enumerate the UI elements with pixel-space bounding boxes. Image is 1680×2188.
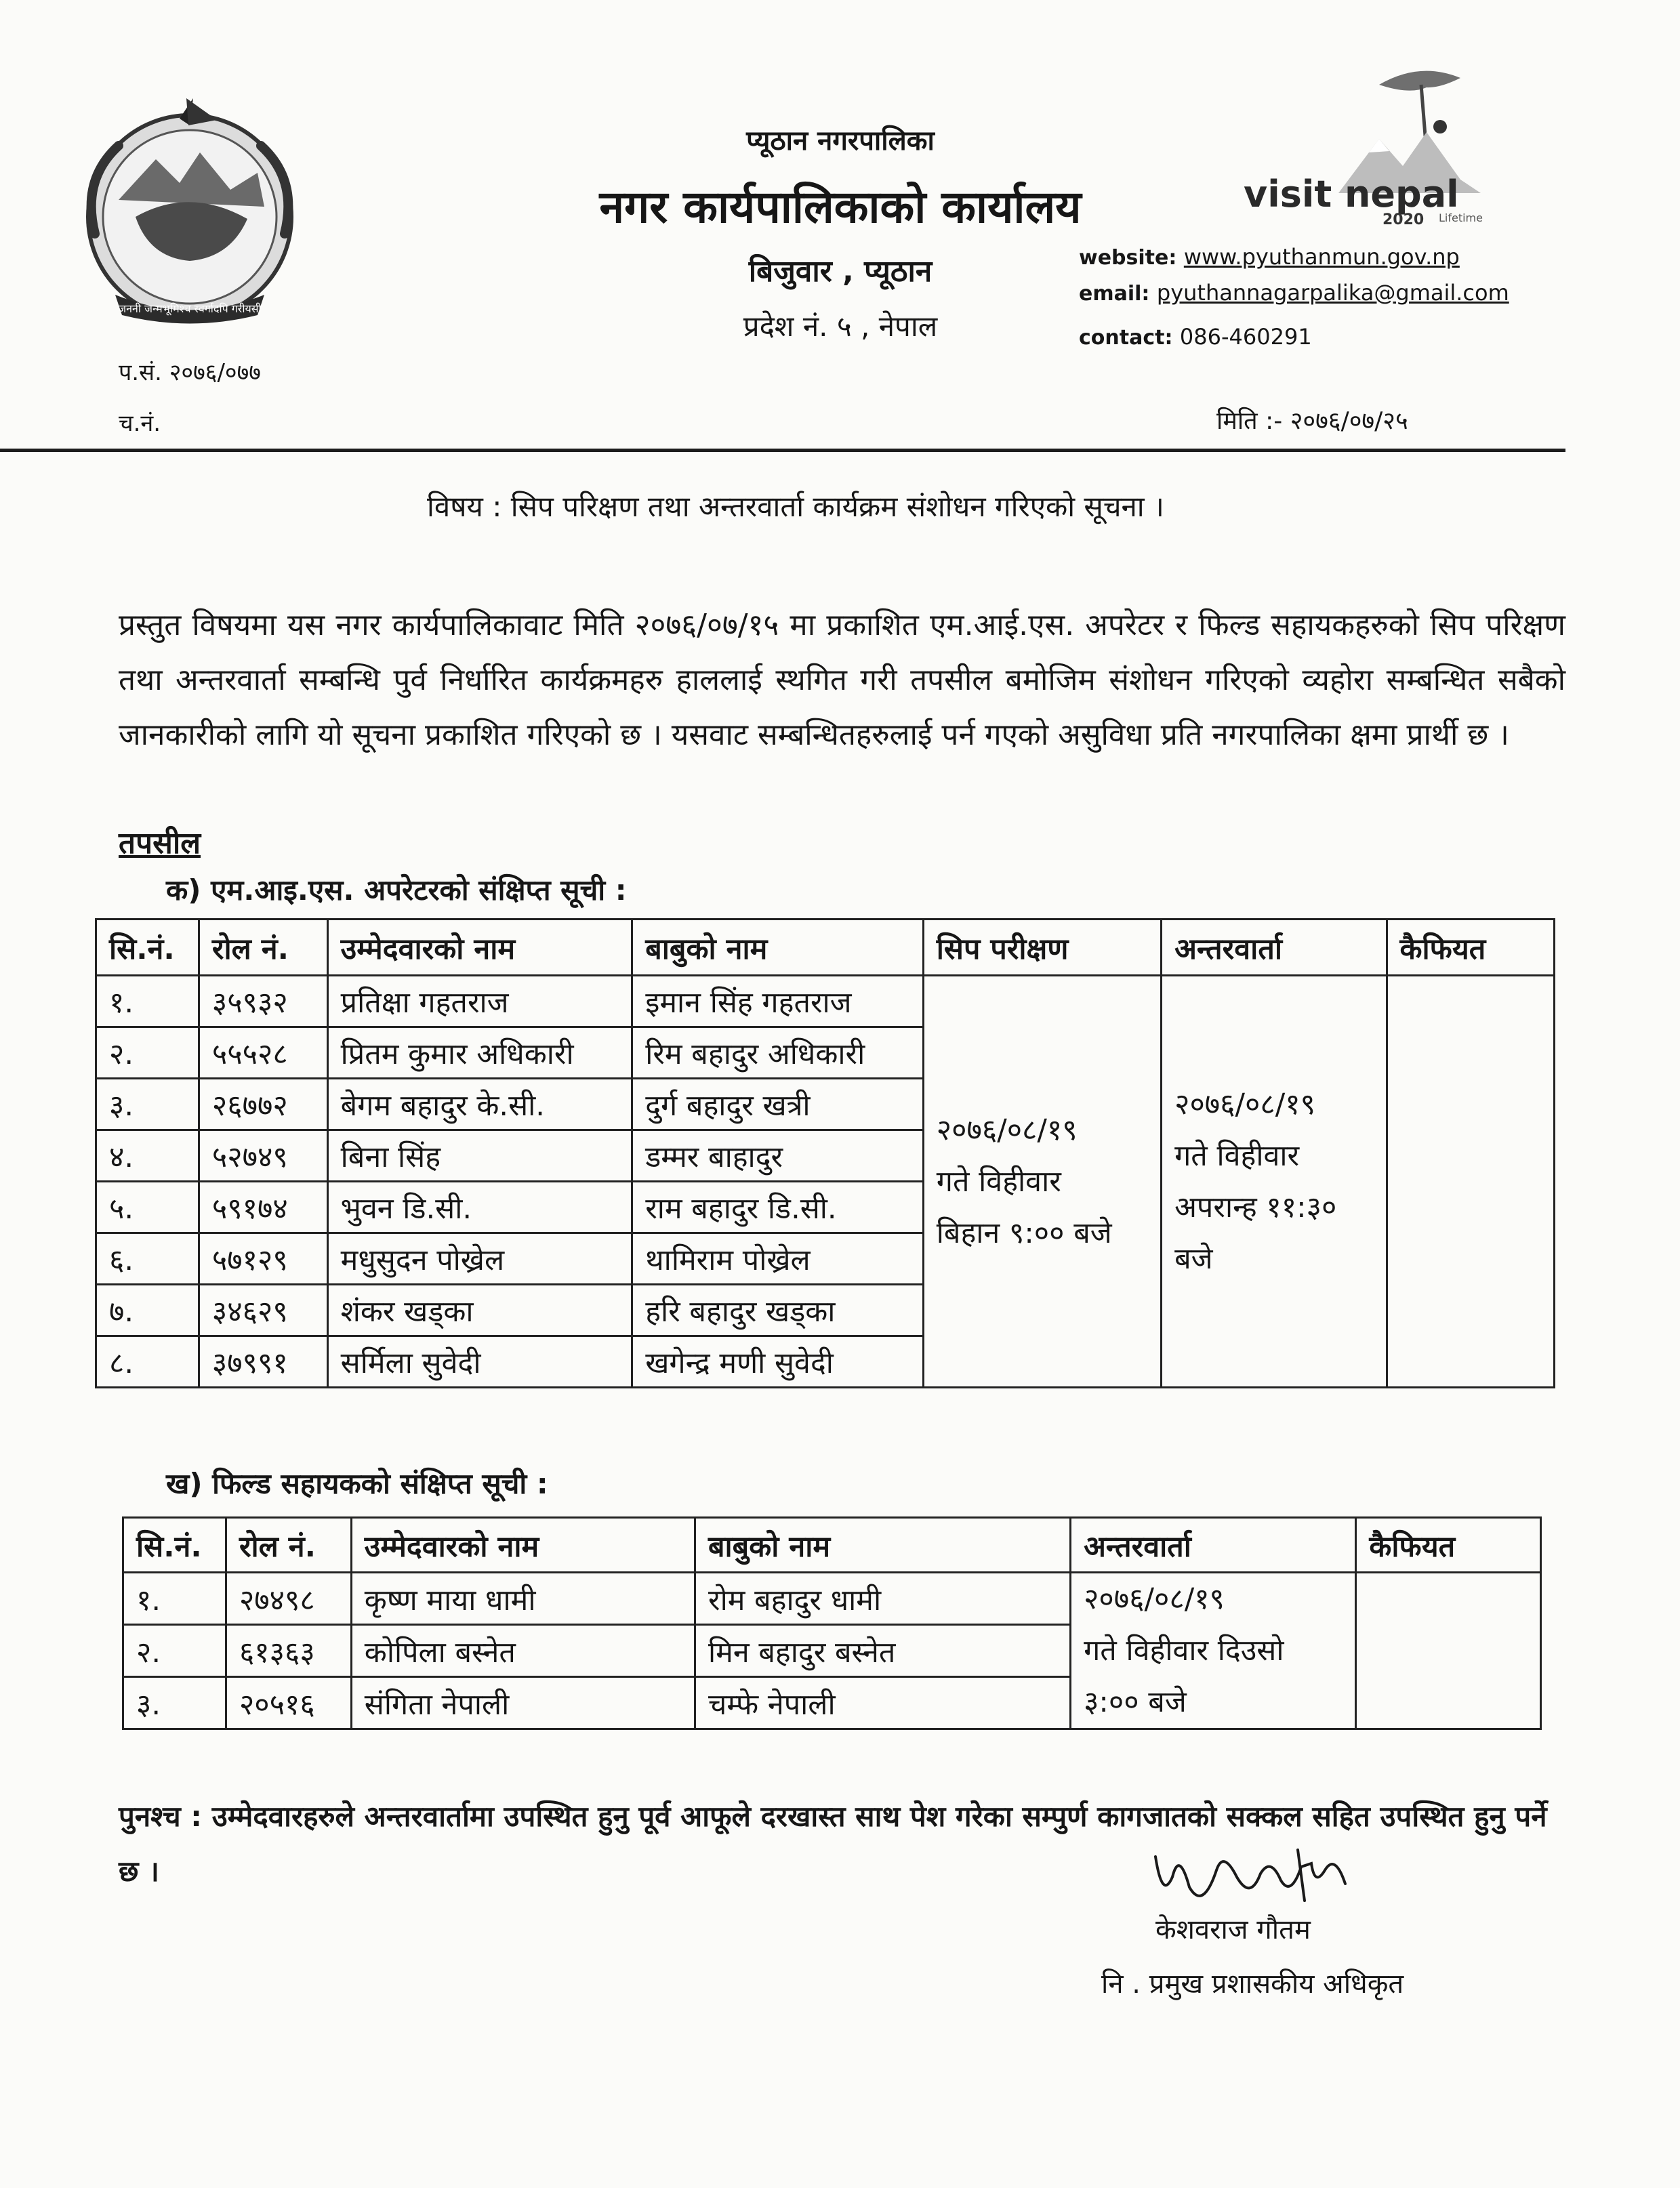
cell-candidate: बिना सिंह [327, 1130, 632, 1182]
visit-nepal-logo-icon [1223, 64, 1508, 227]
cell-serial: २. [123, 1625, 226, 1677]
cell-father: इमान सिंह गहतराज [632, 976, 924, 1027]
cell-candidate: प्रितम कुमार अधिकारी [327, 1027, 632, 1079]
cell-candidate: कृष्ण माया धामी [351, 1573, 695, 1625]
col-header-roll: रोल नं. [226, 1518, 351, 1573]
body-paragraph: प्रस्तुत विषयमा यस नगर कार्यपालिकावाट मिति २०७६/०७/१५ मा प्रकाशित एम.आई.एस. अपरेटर र फिल्ड सहायकहरुको सिप परिक्षण तथा अन्तरवार्ता सम्बन्धि पुर्व निर्धारित कार्यक्रमहरु हाललाई स्थगित गरी तपसील बमोजिम संशोधन गरिएको व्यहोरा सम्बन्धित सबैको जानकारीको लागि यो सूचना प्रकाशित गरिएको छ । यसवाट सम्बन्धितहरुलाई पर्न गएको असुविधा प्रति नगरपालिका क्षमा प्रार्थी छ । [119, 608, 1565, 752]
cell-father: चम्फे नेपाली [695, 1677, 1070, 1729]
dispatch-number: च.नं. [119, 410, 161, 437]
cell-serial: ८. [96, 1336, 199, 1388]
table-header-row [123, 1518, 1541, 1573]
cell-roll: ६१३६३ [226, 1625, 351, 1677]
visit-logo-year: 2020 [1382, 211, 1425, 227]
website-line [1079, 244, 1460, 270]
col-header-candidate: उम्मेदवारको नाम [351, 1518, 695, 1573]
cell-roll: २०५१६ [226, 1677, 351, 1729]
cell-roll: ५७१२९ [199, 1233, 327, 1285]
remarks-cell [1356, 1573, 1541, 1729]
contact-number: 086-460291 [1179, 324, 1312, 350]
website-link[interactable]: www.pyuthanmun.gov.np [1183, 244, 1460, 270]
skill-test-schedule [923, 976, 1161, 1388]
nepal-emblem-icon [54, 98, 325, 332]
cell-candidate: बेगम बहादुर के.सी. [327, 1079, 632, 1130]
cell-candidate: शंकर खड्का [327, 1285, 632, 1336]
postscript-note: पुनश्च : उम्मेदवारहरुले अन्तरवार्तामा उपस्थित हुनु पूर्व आफूले दरखास्त साथ पेश गरेका सम्पुर्ण कागजातको सक्कल सहित उपस्थित हुनु पर्ने छ । [119, 1800, 1547, 1888]
cell-roll: ५९१७४ [199, 1182, 327, 1233]
cell-roll: ३७९९१ [199, 1336, 327, 1388]
col-header-roll: रोल नं. [199, 920, 327, 976]
cell-roll: २६७७२ [199, 1079, 327, 1130]
interview-date: २०७६/०८/१९ [1174, 1087, 1315, 1121]
interview-time: ३:०० बजे [1084, 1685, 1187, 1719]
table-row [96, 976, 1555, 1027]
cell-serial: ६. [96, 1233, 199, 1285]
cell-father: मिन बहादुर बस्नेत [695, 1625, 1070, 1677]
cell-serial: ३. [96, 1079, 199, 1130]
cell-roll: ३५९३२ [199, 976, 327, 1027]
cell-serial: १. [96, 976, 199, 1027]
table-header-row [96, 920, 1555, 976]
cell-serial: १. [123, 1573, 226, 1625]
col-header-serial: सि.नं. [123, 1518, 226, 1573]
skill-test-date: २०७६/०८/१९ [936, 1113, 1078, 1147]
cell-candidate: प्रतिक्षा गहतराज [327, 976, 632, 1027]
cell-roll: ३४६२९ [199, 1285, 327, 1336]
reference-number: प.सं. २०७६/०७७ [119, 359, 261, 386]
interview-time: अपरान्ह ११:३० [1174, 1190, 1337, 1224]
cell-candidate: सर्मिला सुवेदी [327, 1336, 632, 1388]
office-province: प्रदेश नं. ५ , नेपाल [743, 310, 938, 343]
interview-date: २०७६/०८/१९ [1084, 1582, 1225, 1616]
cell-serial: ५. [96, 1182, 199, 1233]
contact-line [1079, 324, 1312, 350]
subject-line: विषय : सिप परिक्षण तथा अन्तरवार्ता कार्यक्रम संशोधन गरिएको सूचना । [427, 490, 1164, 523]
col-header-candidate: उम्मेदवारको नाम [327, 920, 632, 976]
col-header-father: बाबुको नाम [632, 920, 924, 976]
letter-date: मिति :- २०७६/०७/२५ [1216, 407, 1408, 435]
interview-day: गते विहीवार [1174, 1138, 1300, 1173]
emblem-motto: जननी जन्मभूमिश्च स्वर्गादपि गरीयसी [118, 302, 262, 315]
cell-father: राम बहादुर डि.सी. [632, 1182, 924, 1233]
col-header-serial: सि.नं. [96, 920, 199, 976]
interview-schedule [1071, 1573, 1356, 1729]
signatory-name: केशवराज गौतम [1155, 1914, 1311, 1945]
interview-time-suffix: बजे [1174, 1241, 1213, 1276]
col-header-interview: अन्तरवार्ता [1162, 920, 1387, 976]
interview-schedule [1162, 976, 1387, 1388]
mis-operator-table [95, 918, 1555, 1388]
website-label: website: [1079, 246, 1177, 270]
table-row [123, 1573, 1541, 1625]
cell-father: डम्मर बाहादुर [632, 1130, 924, 1182]
cell-serial: ३. [123, 1677, 226, 1729]
cell-serial: ४. [96, 1130, 199, 1182]
office-address: बिजुवार , प्यूठान [748, 254, 933, 289]
col-header-remarks: कैफियत [1387, 920, 1554, 976]
skill-test-day: गते विहीवार [936, 1164, 1061, 1199]
section-a-title: क) एम.आइ.एस. अपरेटरको संक्षिप्त सूची : [166, 873, 627, 907]
remarks-cell [1387, 976, 1554, 1388]
col-header-remarks: कैफियत [1356, 1518, 1541, 1573]
cell-roll: ५२७४९ [199, 1130, 327, 1182]
cell-candidate: मधुसुदन पोख्रेल [327, 1233, 632, 1285]
cell-serial: ७. [96, 1285, 199, 1336]
cell-candidate: भुवन डि.सी. [327, 1182, 632, 1233]
cell-father: रिम बहादुर अधिकारी [632, 1027, 924, 1079]
visit-logo-tagline: Lifetime [1439, 211, 1483, 224]
municipality-name: प्यूठान नगरपालिका [746, 125, 935, 157]
col-header-interview: अन्तरवार्ता [1071, 1518, 1356, 1573]
skill-test-time: बिहान ९:०० बजे [936, 1216, 1112, 1250]
cell-father: थामिराम पोख्रेल [632, 1233, 924, 1285]
cell-roll: ५५५२८ [199, 1027, 327, 1079]
cell-serial: २. [96, 1027, 199, 1079]
cell-roll: २७४९८ [226, 1573, 351, 1625]
interview-day: गते विहीवार दिउसो [1084, 1634, 1284, 1668]
email-line [1079, 280, 1509, 306]
email-label: email: [1079, 282, 1150, 306]
email-link[interactable]: pyuthannagarpalika@gmail.com [1156, 280, 1509, 306]
cell-candidate: कोपिला बस्नेत [351, 1625, 695, 1677]
field-assistant-table [122, 1516, 1542, 1730]
signature-icon [1142, 1836, 1366, 1918]
header-divider [0, 449, 1565, 452]
visit-logo-text: visit nepal [1244, 173, 1459, 215]
signatory-title: नि . प्रमुख प्रशासकीय अधिकृत [1101, 1968, 1404, 2000]
cell-father: हरि बहादुर खड्का [632, 1285, 924, 1336]
cell-father: रोम बहादुर धामी [695, 1573, 1070, 1625]
cell-father: दुर्ग बहादुर खत्री [632, 1079, 924, 1130]
cell-father: खगेन्द्र मणी सुवेदी [632, 1336, 924, 1388]
section-b-title: ख) फिल्ड सहायकको संक्षिप्त सूची : [166, 1467, 548, 1500]
office-title: नगर कार्यपालिकाको कार्यालय [599, 181, 1082, 233]
details-heading: तपसील [119, 826, 201, 861]
cell-candidate: संगिता नेपाली [351, 1677, 695, 1729]
col-header-skill-test: सिप परीक्षण [923, 920, 1161, 976]
col-header-father: बाबुको नाम [695, 1518, 1070, 1573]
contact-label: contact: [1079, 326, 1173, 350]
